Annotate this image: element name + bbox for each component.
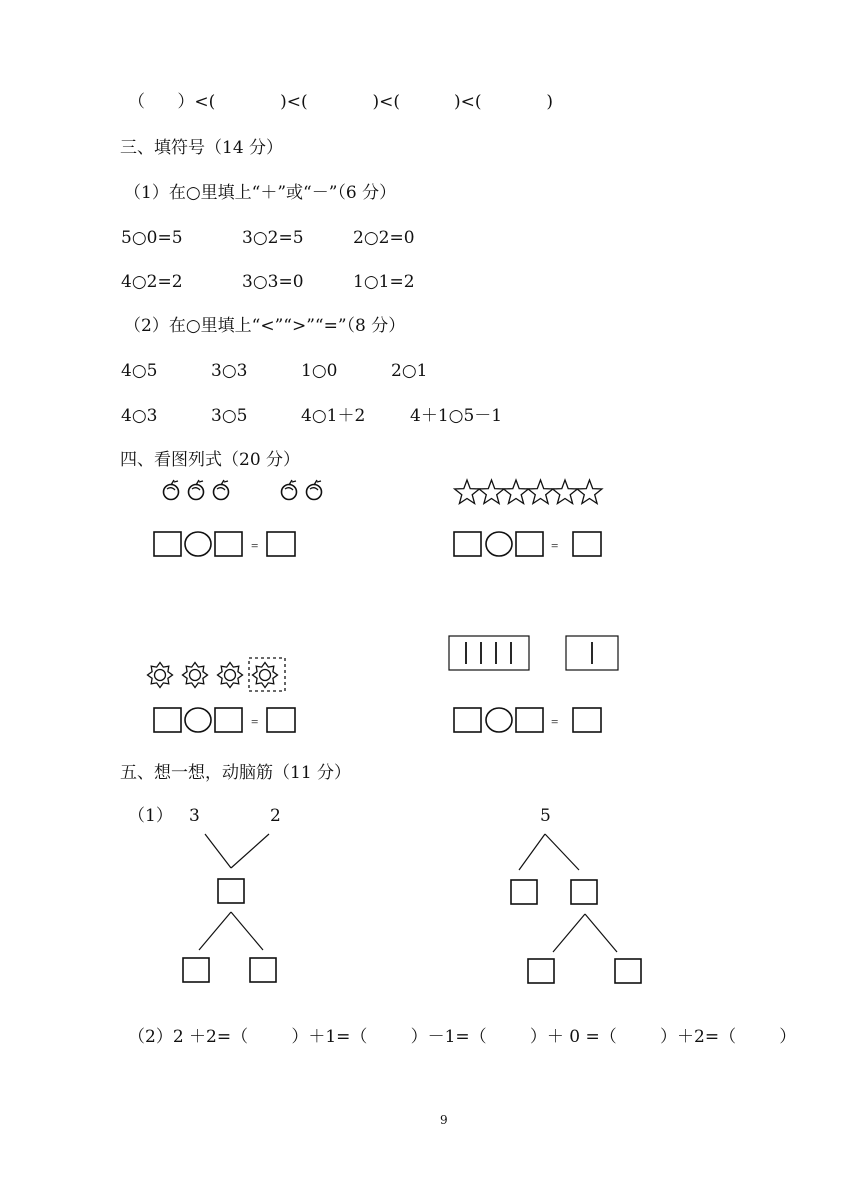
answer-box[interactable]: [615, 959, 641, 983]
compare-item: 3○5: [211, 406, 248, 426]
sun-icon: [253, 663, 278, 688]
apple-icon: [214, 480, 229, 500]
compare-item: 3○3: [211, 361, 248, 381]
apple-icon: [164, 480, 179, 500]
section-3-part-1-title: （1）在○里填上“＋”或“－”（6 分）: [124, 183, 397, 203]
chain-equation: （2）2 ＋2=（ ）＋1=（ ）－1=（ ）＋ 0 =（ ）＋2=（ ）: [128, 1027, 797, 1047]
answer-box[interactable]: [267, 708, 295, 732]
answer-box[interactable]: [154, 532, 181, 556]
operator-circle[interactable]: [486, 532, 512, 556]
plus-minus-item: 2○2=0: [353, 228, 415, 248]
equation-template-4: [453, 706, 603, 736]
section-3-part-2-title: （2）在○里填上“<”“>”“=”（8 分）: [124, 316, 406, 336]
page-number: 9: [440, 1113, 448, 1127]
plus-minus-item: 3○3=0: [242, 272, 304, 292]
answer-box[interactable]: [454, 532, 481, 556]
apples-picture: [160, 478, 335, 504]
operator-circle[interactable]: [185, 532, 211, 556]
plus-minus-item: 3○2=5: [242, 228, 304, 248]
answer-box[interactable]: [573, 708, 601, 732]
answer-box[interactable]: [454, 708, 481, 732]
stick-bundle-left: [449, 636, 529, 670]
sun-icon: [218, 663, 243, 688]
equals-sign: =: [551, 714, 559, 729]
equals-sign: =: [251, 714, 259, 729]
compare-item: 2○1: [391, 361, 428, 381]
answer-box[interactable]: [516, 532, 543, 556]
star-icon: [528, 480, 553, 504]
section-4-title: 四、看图列式（20 分）: [120, 450, 301, 470]
answer-box[interactable]: [267, 532, 295, 556]
suns-picture: [146, 656, 291, 696]
apple-icon: [307, 480, 322, 500]
compare-item: 4○3: [121, 406, 158, 426]
section-3-title: 三、填符号（14 分）: [120, 138, 284, 158]
answer-box[interactable]: [528, 959, 554, 983]
stars-picture: [454, 478, 604, 508]
sticks-picture: [447, 634, 622, 674]
operator-circle[interactable]: [486, 708, 512, 732]
answer-box[interactable]: [218, 879, 244, 903]
answer-box[interactable]: [511, 880, 537, 904]
answer-box[interactable]: [571, 880, 597, 904]
apple-icon: [189, 480, 204, 500]
plus-minus-item: 5○0=5: [121, 228, 183, 248]
star-icon: [553, 480, 578, 504]
answer-box[interactable]: [516, 708, 543, 732]
star-icon: [479, 480, 504, 504]
answer-box[interactable]: [154, 708, 181, 732]
tree-1-right-number: 2: [270, 806, 281, 826]
tree-1-left-number: 3: [189, 806, 200, 826]
equals-sign: =: [551, 538, 559, 553]
equals-sign: =: [251, 538, 259, 553]
answer-box[interactable]: [183, 958, 209, 982]
dashed-selection-box: [249, 658, 285, 691]
answer-box[interactable]: [250, 958, 276, 982]
equation-template-2: [453, 530, 603, 560]
section-5-part-1-label: （1）: [128, 806, 173, 826]
compare-item: 4○5: [121, 361, 158, 381]
answer-box[interactable]: [215, 708, 242, 732]
section-5-title: 五、想一想，动脑筋（11 分）: [120, 763, 352, 783]
operator-circle[interactable]: [185, 708, 211, 732]
answer-box[interactable]: [215, 532, 242, 556]
star-icon: [455, 480, 480, 504]
apple-icon: [282, 480, 297, 500]
answer-box[interactable]: [573, 532, 601, 556]
sun-icon: [183, 663, 208, 688]
compare-item: 1○0: [301, 361, 338, 381]
number-bond-tree-1: [175, 830, 290, 985]
equation-template-3: [153, 706, 298, 736]
ordering-blanks-line: （ ）<( )<( )<( )<( ): [128, 92, 554, 112]
compare-item: 4○1＋2: [301, 406, 366, 426]
sun-icon: [148, 663, 173, 688]
compare-item: 4＋1○5－1: [410, 406, 503, 426]
plus-minus-item: 1○1=2: [353, 272, 415, 292]
tree-2-top-number: 5: [540, 806, 551, 826]
star-icon: [577, 480, 602, 504]
star-icon: [504, 480, 529, 504]
equation-template-1: [153, 530, 298, 560]
number-bond-tree-2: [505, 830, 650, 985]
plus-minus-item: 4○2=2: [121, 272, 183, 292]
